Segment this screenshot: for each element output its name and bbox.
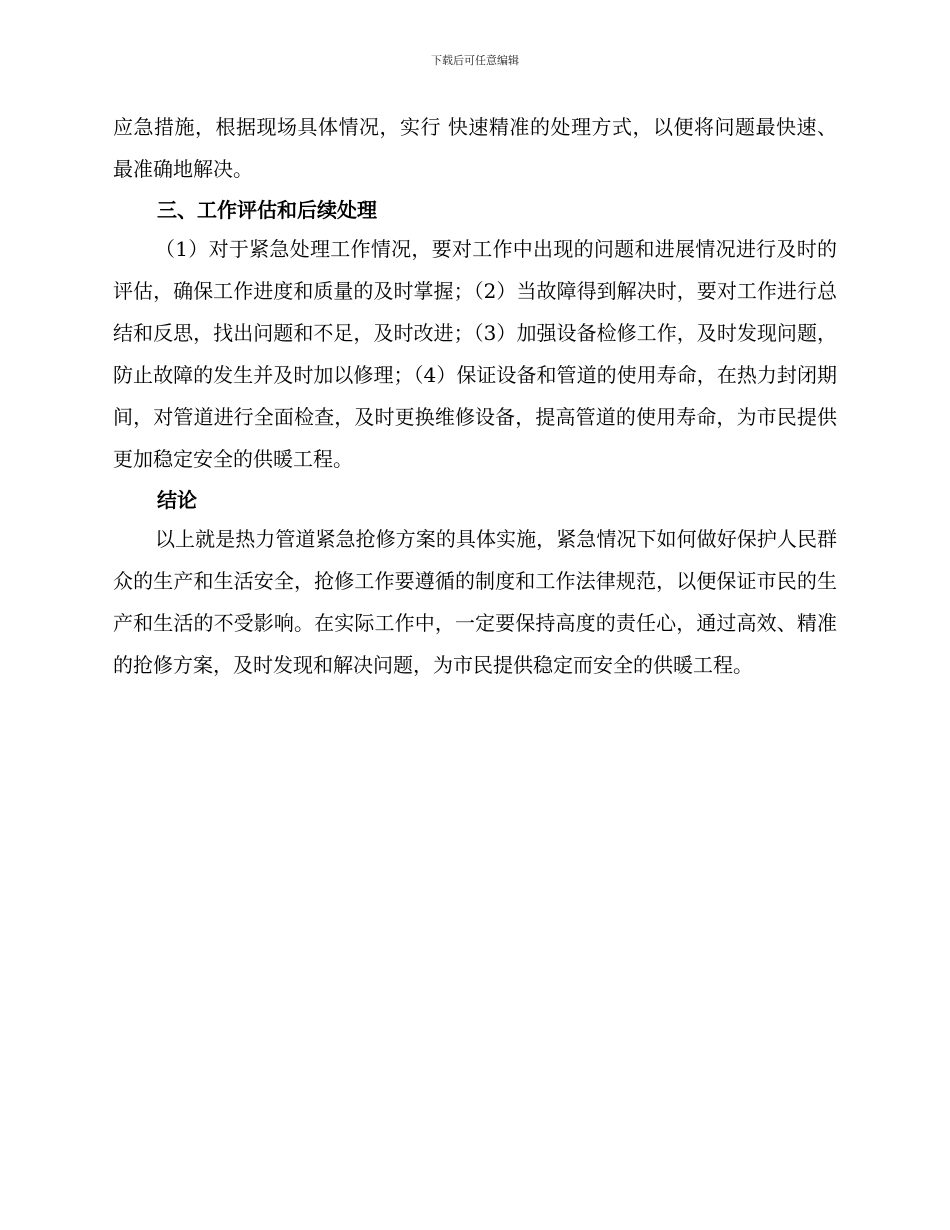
intro-paragraph: 应急措施，根据现场具体情况，实行 快速精准的处理方式，以便将问题最快速、最准确地解决。 <box>113 115 837 181</box>
document-body <box>113 106 837 686</box>
section-3-heading: 三、工作评估和后续处理 <box>157 198 377 222</box>
section-3-paragraph: （1）对于紧急处理工作情况，要对工作中出现的问题和进展情况进行及时的评估，确保工作进度和质量的及时掌握；（2）当故障得到解决时，要对工作进行总结和反思，找出问题和不足，及时改进；（3）加强设备检修工作，及时发现问题，防止故障的发生并及时加以修理；（4）保证设备和管道的使用寿命，在热力封闭期间，对管道进行全面检查，及时更换维修设备，提高管道的使用寿命，为市民提供更加稳定安全的供暖工程。 <box>113 237 837 471</box>
page-header: 下载后可任意编辑 <box>431 54 519 67</box>
conclusion-paragraph: 以上就是热力管道紧急抢修方案的具体实施，紧急情况下如何做好保护人民群众的生产和生活安全，抢修工作要遵循的制度和工作法律规范，以便保证市民的生产和生活的不受影响。在实际工作中，一定要保持高度的责任心，通过高效、精准的抢修方案，及时发现和解决问题，为市民提供稳定而安全的供暖工程。 <box>113 527 837 677</box>
conclusion-heading: 结论 <box>157 488 197 512</box>
